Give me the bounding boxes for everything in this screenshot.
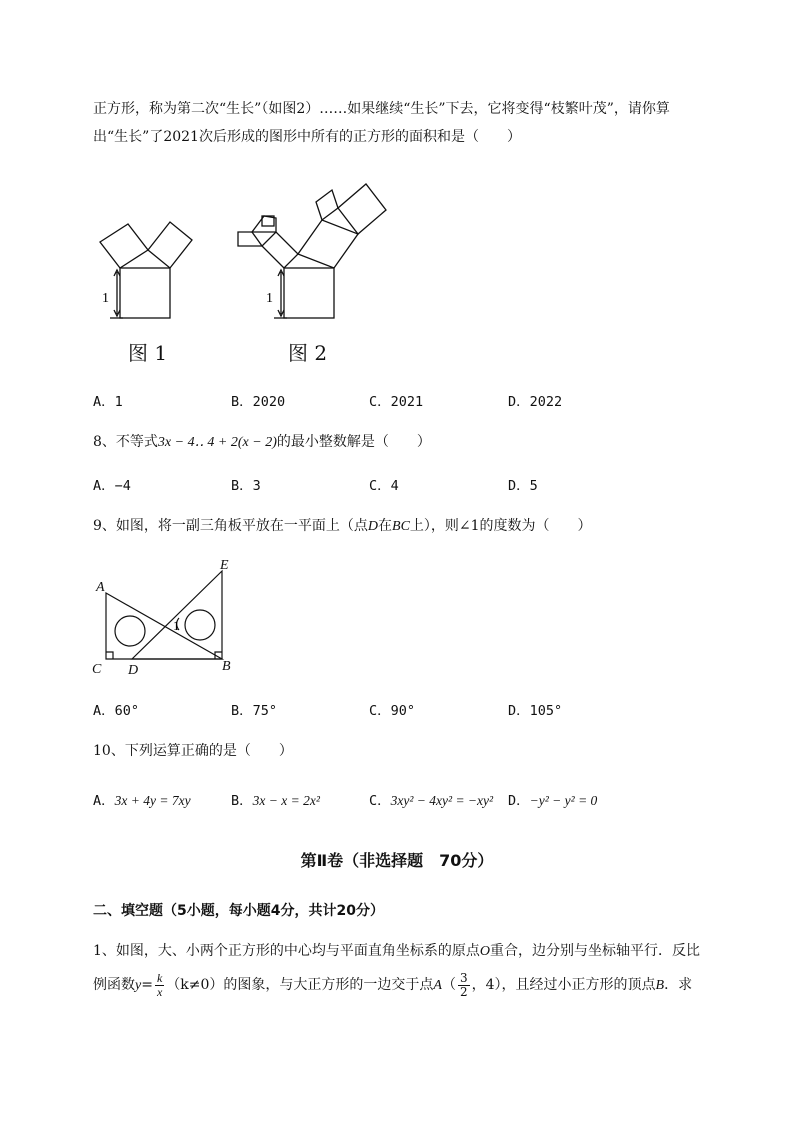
q10-option-a[interactable] [93,792,191,810]
fill1-func-num: k [156,970,163,985]
fill1-coord-num: 3 [459,970,468,985]
q9-label-b: B [222,659,231,674]
q9-line-bc: BC [392,519,410,534]
fill1-point-o: O [479,944,491,959]
q9-option-c[interactable]: C．90° [369,703,416,719]
fig2-label: 图 2 [288,341,328,365]
q10-option-b[interactable] [231,792,320,810]
fill1-coord-den: 2 [459,984,468,999]
q9-triangle-figure [88,555,248,680]
q8-option-d[interactable]: D．5 [508,478,538,494]
section-2-subtitle: 二、填空题（5小题，每小题4分，共计20分） [93,903,384,919]
q9-text-c: 上），则∠1的度数为（ ） [409,518,592,534]
fill1-func-fraction [155,972,164,999]
fill1-func-den: x [156,984,163,999]
fill1-coord-close: ，4），且经过小正方形的顶点 [471,977,656,993]
q7-option-c[interactable]: C．2021 [369,394,424,410]
q10-option-c-letter: C． [369,793,391,809]
q10-option-b-letter: B． [231,793,253,809]
q10-option-d[interactable] [508,792,597,810]
q7-line1: 正方形，称为第二次“生长”（如图2）……如果继续“生长”下去，它将变得“枝繁叶茂”，请你算 [93,101,670,117]
q10-option-c-expr: 3xy² − 4xy² = −xy² [390,793,494,808]
fill1-line1 [93,941,700,962]
q10-option-d-letter: D． [508,793,530,809]
q7-option-d[interactable]: D．2022 [508,394,563,410]
q7-line2: 出“生长”了2021次后形成的图形中所有的正方形的面积和是（ ） [93,129,521,145]
q10-option-d-expr: −y² − y² = 0 [529,793,598,808]
q9-option-a[interactable]: A．60° [93,703,140,719]
q8-option-a[interactable]: A．−4 [93,478,131,494]
fill1-line2-b: 的图象，与大正方形的一边交于点 [223,977,434,993]
q9-angle-1: 1 [173,618,180,633]
fill1-line1-b: 重合，边分别与坐标轴平行．反比 [490,943,701,959]
q9-label-e: E [220,558,229,573]
q7-option-b[interactable]: B．2020 [231,394,286,410]
q9-option-b[interactable]: B．75° [231,703,278,719]
fill1-point-b: B [655,978,665,993]
q8-option-b[interactable]: B．3 [231,478,261,494]
q10-option-a-expr: 3x + 4y = 7xy [114,793,191,808]
q8-suffix: 的最小整数解是（ ） [276,434,431,450]
fill1-line2-a: 例函数 [93,977,135,993]
fill1-func-y: y [135,978,142,993]
q8-prefix: 8、不等式 [93,434,158,450]
fill1-point-a: A [433,978,442,993]
fig2-side-label: 1 [266,291,273,306]
fill1-func-eq: = [141,977,153,993]
q10-option-c[interactable] [369,792,493,810]
fill1-line2-end: ．求 [664,977,693,993]
fill1-line2 [93,970,692,1001]
q7-figure-2 [236,180,396,320]
q7-option-a[interactable]: A．1 [93,394,123,410]
fig1-label: 图 1 [128,341,168,365]
q8-stem [93,432,431,453]
q9-stem [93,516,592,537]
fig1-side-label: 1 [102,291,109,306]
q8-inequality: 3x − 4‥ 4 + 2(x − 2) [157,435,277,450]
section-2-title: 第Ⅱ卷（非选择题 70分） [300,851,494,870]
q7-figure-1 [100,210,200,320]
fill1-func-cond: （k≠0） [166,977,224,993]
q10-option-b-expr: 3x − x = 2x² [252,793,320,808]
q9-label-d: D [128,663,139,678]
q9-option-d[interactable]: D．105° [508,703,563,719]
q9-label-a: A [96,580,105,595]
q10-option-a-letter: A． [93,793,115,809]
fill1-coord-fraction [458,972,470,999]
q9-label-c: C [92,662,102,677]
q9-text-b: 在 [378,518,393,534]
fill1-line1-a: 1、如图，大、小两个正方形的中心均与平面直角坐标系的原点 [93,943,480,959]
q9-text-a: 9、如图，将一副三角板平放在一平面上（点 [93,518,368,534]
fill1-coord-open: （ [441,977,456,993]
q9-point-d: D [367,519,379,534]
q8-option-c[interactable]: C．4 [369,478,399,494]
q10-stem: 10、下列运算正确的是（ ） [93,743,293,759]
